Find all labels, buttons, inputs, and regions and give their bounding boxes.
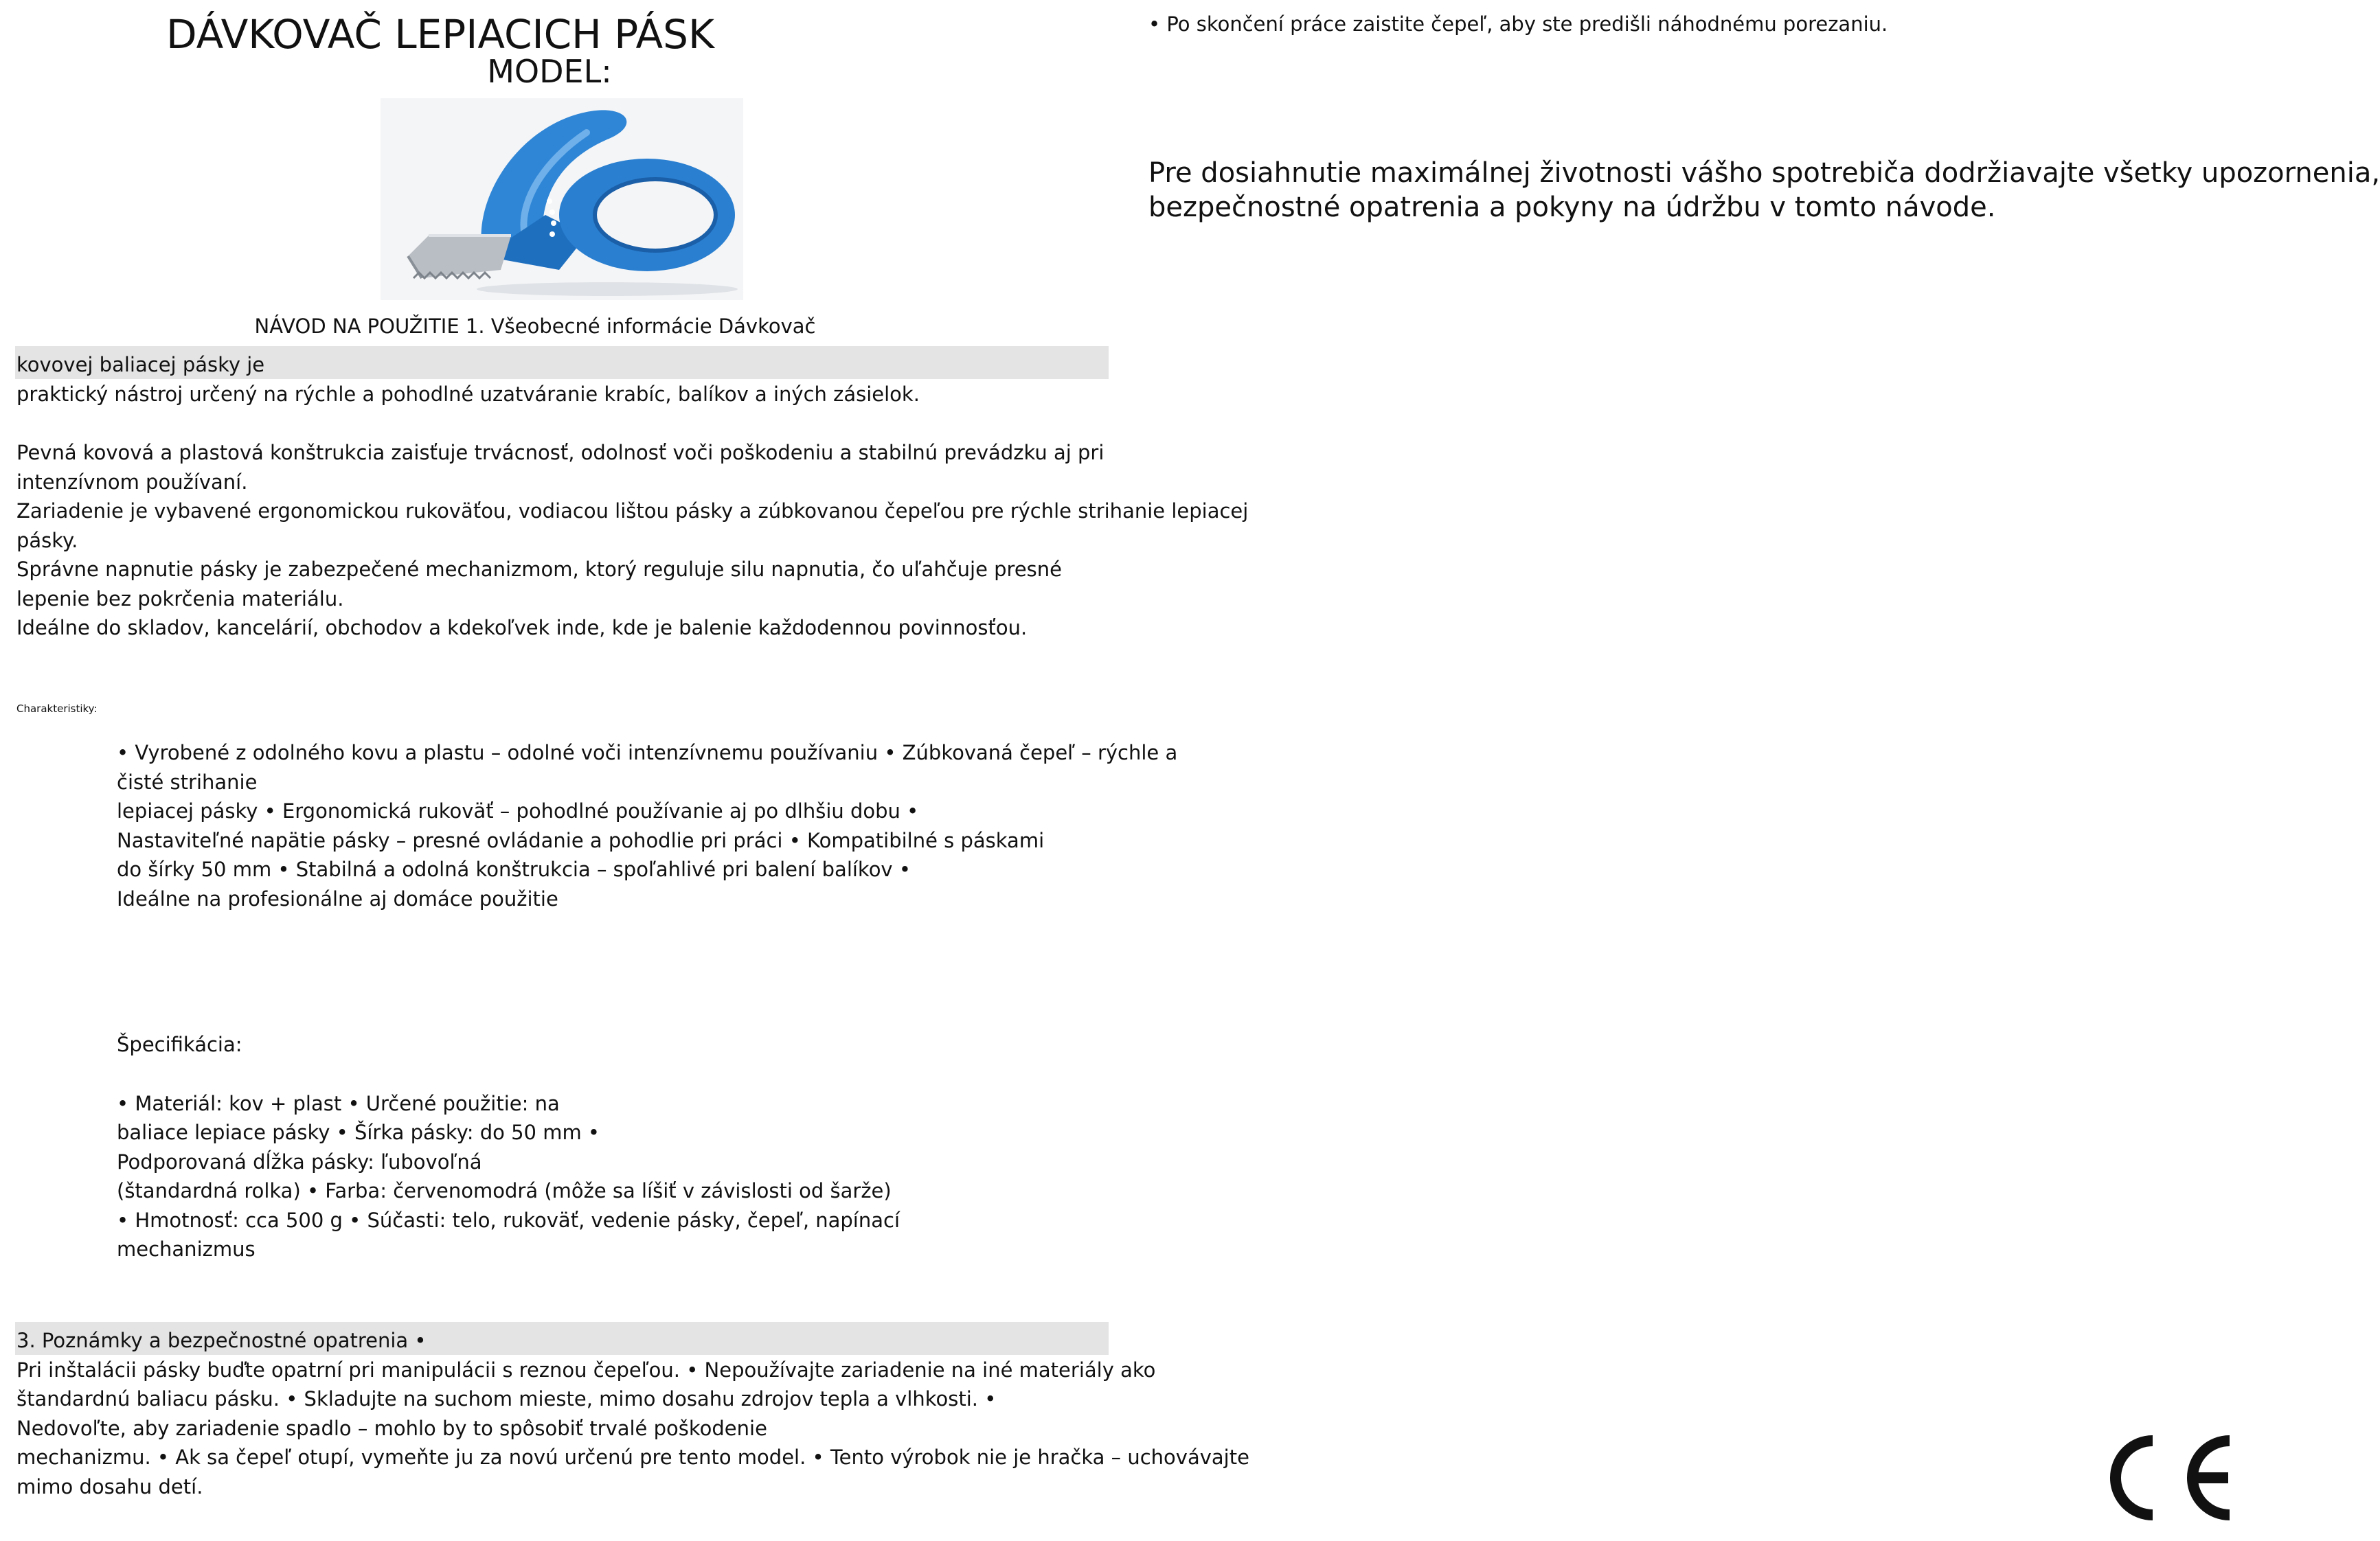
intro-line: pásky. <box>16 529 78 552</box>
intro-line: intenzívnom používaní. <box>16 470 248 494</box>
intro-line: Zariadenie je vybavené ergonomickou rukoväťou, vodiacou lištou pásky a zúbkovanou čepeľou pre rýchle strihanie lepiacej <box>16 499 1249 523</box>
ce-mark-icon <box>2095 1428 2232 1527</box>
tape-dispenser-image <box>381 98 743 300</box>
closing-line: bezpečnostné opatrenia a pokyny na údržbu v tomto návode. <box>1148 192 1996 223</box>
safety-line: mechanizmu. • Ak sa čepeľ otupí, vymeňte ju za novú určenú pre tento model. • Tento výrobok nie je hračka – uchovávajte <box>16 1446 1249 1469</box>
spec-line: mechanizmus <box>117 1237 256 1261</box>
intro-line: lepenie bez pokrčenia materiálu. <box>16 587 344 610</box>
intro-line: Správne napnutie pásky je zabezpečené mechanizmom, ktorý reguluje silu napnutia, čo uľahčuje presné <box>16 558 1063 581</box>
intro-line: Pevná kovová a plastová konštrukcia zaisťuje trvácnosť, odolnosť voči poškodeniu a stabilnú prevádzku aj pri <box>16 441 1104 464</box>
blade-safety-note: • Po skončení práce zaistite čepeľ, aby ste predišli náhodnému porezaniu. <box>1148 12 1888 36</box>
intro-line: praktický nástroj určený na rýchle a pohodlné uzatváranie krabíc, balíkov a iných zásielok. <box>16 383 920 406</box>
spec-line: • Hmotnosť: cca 500 g • Súčasti: telo, rukoväť, vedenie pásky, čepeľ, napínací <box>117 1209 900 1232</box>
document-title: DÁVKOVAČ LEPIACICH PÁSK <box>166 11 714 58</box>
feature-line: • Vyrobené z odolného kovu a plastu – odolné voči intenzívnemu používaniu • Zúbkovaná čepeľ – rýchle a <box>117 741 1178 764</box>
feature-line: Nastaviteľné napätie pásky – presné ovládanie a pohodlie pri práci • Kompatibilné s páskami <box>117 829 1045 852</box>
product-photo <box>381 98 743 300</box>
instructions-caption: NÁVOD NA POUŽITIE 1. Všeobecné informácie Dávkovač <box>254 315 816 338</box>
spec-line: Podporovaná dĺžka pásky: ľubovoľná <box>117 1150 482 1174</box>
spec-line: (štandardná rolka) • Farba: červenomodrá (môže sa líšiť v závislosti od šarže) <box>117 1179 892 1202</box>
safety-line: štandardnú baliacu pásku. • Skladujte na suchom mieste, mimo dosahu zdrojov tepla a vlhkosti. • <box>16 1387 997 1411</box>
spec-line: • Materiál: kov + plast • Určené použitie: na <box>117 1092 560 1115</box>
safety-line: mimo dosahu detí. <box>16 1475 203 1498</box>
feature-line: Ideálne na profesionálne aj domáce použitie <box>117 887 558 911</box>
spec-line: baliace lepiace pásky • Šírka pásky: do 50 mm • <box>117 1121 600 1144</box>
intro-line: kovovej baliacej pásky je <box>16 353 265 376</box>
safety-line: Nedovoľte, aby zariadenie spadlo – mohlo by to spôsobiť trvalé poškodenie <box>16 1417 767 1440</box>
safety-line: Pri inštalácii pásky buďte opatrní pri manipulácii s reznou čepeľou. • Nepoužívajte zariadenie na iné materiály ako <box>16 1358 1156 1382</box>
closing-line: Pre dosiahnutie maximálnej životnosti vášho spotrebiča dodržiavajte všetky upozornenia, <box>1148 157 2380 189</box>
feature-line: do šírky 50 mm • Stabilná a odolná konštrukcia – spoľahlivé pri balení balíkov • <box>117 858 911 881</box>
safety-title: 3. Poznámky a bezpečnostné opatrenia • <box>16 1329 427 1352</box>
features-label: Charakteristiky: <box>16 703 98 715</box>
spec-title: Špecifikácia: <box>117 1033 242 1056</box>
feature-line: čisté strihanie <box>117 770 258 794</box>
intro-line: Ideálne do skladov, kancelárií, obchodov a kdekoľvek inde, kde je balenie každodennou povinnosťou. <box>16 616 1028 639</box>
model-number: MODEL: <box>487 53 612 90</box>
feature-line: lepiacej pásky • Ergonomická rukoväť – pohodlné používanie aj po dlhšiu dobu • <box>117 799 919 823</box>
